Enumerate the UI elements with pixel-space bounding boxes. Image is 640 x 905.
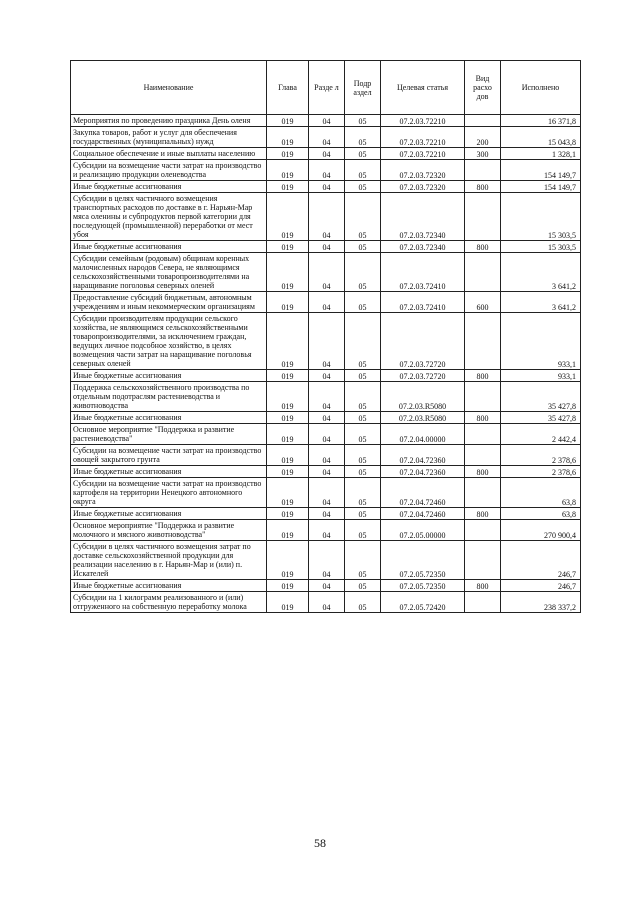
row-expense-type-cell: 800 (465, 466, 501, 478)
row-chapter-cell: 019 (267, 292, 309, 313)
row-executed-cell: 246,7 (501, 541, 581, 580)
row-chapter-cell: 019 (267, 127, 309, 148)
row-name-cell: Иные бюджетные ассигнования (71, 412, 267, 424)
row-target-cell: 07.2.03.72720 (381, 370, 465, 382)
header-expense-type: Вид расхо дов (465, 61, 501, 115)
row-chapter-cell: 019 (267, 193, 309, 241)
row-executed-cell: 238 337,2 (501, 592, 581, 613)
row-expense-type-cell: 800 (465, 370, 501, 382)
row-executed-cell: 63,8 (501, 478, 581, 508)
row-target-cell: 07.2.03.72720 (381, 313, 465, 370)
table-row (71, 520, 581, 541)
row-executed-cell: 15 303,5 (501, 193, 581, 241)
row-expense-type-cell (465, 313, 501, 370)
row-subsection-cell: 05 (345, 382, 381, 412)
row-executed-cell: 246,7 (501, 580, 581, 592)
table-header-row (71, 61, 581, 115)
table-row (71, 412, 581, 424)
row-executed-cell: 1 328,1 (501, 148, 581, 160)
row-name-cell: Субсидии на возмещение части затрат на производство и реализацию продукции оленеводства (71, 160, 267, 181)
row-chapter-cell: 019 (267, 313, 309, 370)
table-row (71, 370, 581, 382)
row-subsection-cell: 05 (345, 253, 381, 292)
table-row (71, 541, 581, 580)
row-subsection-cell: 05 (345, 412, 381, 424)
table-row (71, 115, 581, 127)
row-expense-type-cell: 600 (465, 292, 501, 313)
table-row (71, 478, 581, 508)
row-chapter-cell: 019 (267, 424, 309, 445)
row-expense-type-cell: 300 (465, 148, 501, 160)
row-expense-type-cell: 800 (465, 508, 501, 520)
budget-table (70, 60, 581, 613)
header-subsection: Подр аздел (345, 61, 381, 115)
row-name-cell: Субсидии в целях частичного возмещения транспортных расходов по доставке в г. Нарьян-Мар мяса оленины и субпродуктов первой категории для последующей (промышленной) переработки от мест убоя (71, 193, 267, 241)
row-chapter-cell: 019 (267, 181, 309, 193)
header-executed: Исполнено (501, 61, 581, 115)
row-section-cell: 04 (309, 592, 345, 613)
table-row (71, 580, 581, 592)
row-target-cell: 07.2.05.72350 (381, 580, 465, 592)
row-subsection-cell: 05 (345, 580, 381, 592)
row-chapter-cell: 019 (267, 382, 309, 412)
row-section-cell: 04 (309, 445, 345, 466)
header-name: Наименование (71, 61, 267, 115)
row-section-cell: 04 (309, 127, 345, 148)
row-subsection-cell: 05 (345, 466, 381, 478)
row-executed-cell: 15 303,5 (501, 241, 581, 253)
row-executed-cell: 3 641,2 (501, 253, 581, 292)
row-expense-type-cell (465, 115, 501, 127)
table-row (71, 313, 581, 370)
row-executed-cell: 15 043,8 (501, 127, 581, 148)
row-executed-cell: 16 371,8 (501, 115, 581, 127)
row-executed-cell: 933,1 (501, 370, 581, 382)
row-subsection-cell: 05 (345, 181, 381, 193)
row-target-cell: 07.2.05.72420 (381, 592, 465, 613)
row-executed-cell: 35 427,8 (501, 382, 581, 412)
page-number: 58 (314, 836, 326, 850)
row-target-cell: 07.2.05.72350 (381, 541, 465, 580)
row-subsection-cell: 05 (345, 508, 381, 520)
row-expense-type-cell: 200 (465, 127, 501, 148)
row-section-cell: 04 (309, 370, 345, 382)
table-row (71, 253, 581, 292)
row-target-cell: 07.2.03.72320 (381, 160, 465, 181)
row-target-cell: 07.2.03.72320 (381, 181, 465, 193)
row-target-cell: 07.2.04.00000 (381, 424, 465, 445)
row-expense-type-cell (465, 520, 501, 541)
row-section-cell: 04 (309, 115, 345, 127)
row-expense-type-cell (465, 160, 501, 181)
row-section-cell: 04 (309, 292, 345, 313)
row-subsection-cell: 05 (345, 148, 381, 160)
row-name-cell: Основное мероприятие "Поддержка и развитие молочного и мясного животноводства" (71, 520, 267, 541)
row-target-cell: 07.2.03.R5080 (381, 412, 465, 424)
row-subsection-cell: 05 (345, 478, 381, 508)
row-executed-cell: 63,8 (501, 508, 581, 520)
row-name-cell: Субсидии производителям продукции сельского хозяйства, не являющимся сельскохозяйственными товаропроизводителями, за исключением граждан, ведущих личное подсобное хозяйство, в целях возмещения части затрат на наращивание поголовья северных оленей (71, 313, 267, 370)
row-section-cell: 04 (309, 541, 345, 580)
row-name-cell: Субсидии в целях частичного возмещения затрат по доставке сельскохозяйственной продукции для реализации населению в г. Нарьян-Мар и (или) п. Искателей (71, 541, 267, 580)
header-section: Разде л (309, 61, 345, 115)
row-executed-cell: 933,1 (501, 313, 581, 370)
row-subsection-cell: 05 (345, 520, 381, 541)
row-target-cell: 07.2.04.72460 (381, 508, 465, 520)
header-chapter: Глава (267, 61, 309, 115)
budget-table-sheet (70, 60, 580, 613)
row-name-cell: Иные бюджетные ассигнования (71, 580, 267, 592)
row-subsection-cell: 05 (345, 127, 381, 148)
row-executed-cell: 35 427,8 (501, 412, 581, 424)
row-expense-type-cell (465, 253, 501, 292)
row-subsection-cell: 05 (345, 160, 381, 181)
row-section-cell: 04 (309, 181, 345, 193)
row-subsection-cell: 05 (345, 313, 381, 370)
row-expense-type-cell (465, 382, 501, 412)
row-section-cell: 04 (309, 148, 345, 160)
row-chapter-cell: 019 (267, 466, 309, 478)
row-section-cell: 04 (309, 424, 345, 445)
row-executed-cell: 2 378,6 (501, 466, 581, 478)
row-name-cell: Социальное обеспечение и иные выплаты населению (71, 148, 267, 160)
row-name-cell: Поддержка сельскохозяйственного производства по отдельным подотраслям растениеводства и животноводства (71, 382, 267, 412)
row-chapter-cell: 019 (267, 478, 309, 508)
row-section-cell: 04 (309, 508, 345, 520)
row-target-cell: 07.2.03.R5080 (381, 382, 465, 412)
table-row (71, 181, 581, 193)
table-row (71, 424, 581, 445)
row-target-cell: 07.2.03.72340 (381, 193, 465, 241)
row-expense-type-cell: 800 (465, 412, 501, 424)
row-name-cell: Субсидии на 1 килограмм реализованного и (или) отгруженного на собственную переработку молока (71, 592, 267, 613)
row-target-cell: 07.2.04.72460 (381, 478, 465, 508)
row-chapter-cell: 019 (267, 412, 309, 424)
row-target-cell: 07.2.03.72210 (381, 127, 465, 148)
row-target-cell: 07.2.03.72410 (381, 253, 465, 292)
row-subsection-cell: 05 (345, 370, 381, 382)
row-target-cell: 07.2.03.72210 (381, 148, 465, 160)
row-chapter-cell: 019 (267, 241, 309, 253)
row-section-cell: 04 (309, 382, 345, 412)
row-name-cell: Иные бюджетные ассигнования (71, 508, 267, 520)
row-expense-type-cell (465, 193, 501, 241)
row-expense-type-cell (465, 424, 501, 445)
row-target-cell: 07.2.03.72410 (381, 292, 465, 313)
row-executed-cell: 154 149,7 (501, 160, 581, 181)
row-section-cell: 04 (309, 520, 345, 541)
row-expense-type-cell (465, 478, 501, 508)
row-name-cell: Иные бюджетные ассигнования (71, 466, 267, 478)
row-subsection-cell: 05 (345, 541, 381, 580)
row-target-cell: 07.2.03.72340 (381, 241, 465, 253)
row-chapter-cell: 019 (267, 370, 309, 382)
row-name-cell: Субсидии семейным (родовым) общинам коренных малочисленных народов Севера, не являющимся сельскохозяйственными товаропроизводителями на наращивание поголовья северных оленей (71, 253, 267, 292)
row-executed-cell: 2 442,4 (501, 424, 581, 445)
row-subsection-cell: 05 (345, 592, 381, 613)
table-row (71, 127, 581, 148)
row-name-cell: Мероприятия по проведению праздника День оленя (71, 115, 267, 127)
row-subsection-cell: 05 (345, 193, 381, 241)
row-chapter-cell: 019 (267, 520, 309, 541)
table-row (71, 466, 581, 478)
row-expense-type-cell: 800 (465, 580, 501, 592)
table-row (71, 241, 581, 253)
row-chapter-cell: 019 (267, 580, 309, 592)
table-row (71, 382, 581, 412)
row-subsection-cell: 05 (345, 115, 381, 127)
row-chapter-cell: 019 (267, 541, 309, 580)
row-name-cell: Иные бюджетные ассигнования (71, 181, 267, 193)
table-row (71, 508, 581, 520)
row-target-cell: 07.2.05.00000 (381, 520, 465, 541)
row-expense-type-cell (465, 445, 501, 466)
row-chapter-cell: 019 (267, 592, 309, 613)
row-executed-cell: 3 641,2 (501, 292, 581, 313)
row-target-cell: 07.2.03.72210 (381, 115, 465, 127)
row-section-cell: 04 (309, 241, 345, 253)
row-expense-type-cell (465, 541, 501, 580)
row-chapter-cell: 019 (267, 445, 309, 466)
header-target-article: Целевая статья (381, 61, 465, 115)
row-section-cell: 04 (309, 580, 345, 592)
row-chapter-cell: 019 (267, 115, 309, 127)
row-section-cell: 04 (309, 478, 345, 508)
row-expense-type-cell: 800 (465, 241, 501, 253)
table-row (71, 148, 581, 160)
row-chapter-cell: 019 (267, 160, 309, 181)
row-section-cell: 04 (309, 193, 345, 241)
row-name-cell: Закупка товаров, работ и услуг для обеспечения государственных (муниципальных) нужд (71, 127, 267, 148)
row-chapter-cell: 019 (267, 253, 309, 292)
row-name-cell: Иные бюджетные ассигнования (71, 370, 267, 382)
table-row (71, 445, 581, 466)
row-name-cell: Основное мероприятие "Поддержка и развитие растениеводства" (71, 424, 267, 445)
row-name-cell: Субсидии на возмещение части затрат на производство картофеля на территории Ненецкого автономного округа (71, 478, 267, 508)
row-expense-type-cell (465, 592, 501, 613)
row-subsection-cell: 05 (345, 445, 381, 466)
row-executed-cell: 154 149,7 (501, 181, 581, 193)
table-row (71, 193, 581, 241)
row-subsection-cell: 05 (345, 241, 381, 253)
row-executed-cell: 270 900,4 (501, 520, 581, 541)
row-target-cell: 07.2.04.72360 (381, 466, 465, 478)
row-section-cell: 04 (309, 313, 345, 370)
row-section-cell: 04 (309, 160, 345, 181)
row-section-cell: 04 (309, 466, 345, 478)
row-name-cell: Предоставление субсидий бюджетным, автономным учреждениям и иным некоммерческим организациям (71, 292, 267, 313)
row-chapter-cell: 019 (267, 508, 309, 520)
row-chapter-cell: 019 (267, 148, 309, 160)
row-subsection-cell: 05 (345, 424, 381, 445)
row-target-cell: 07.2.04.72360 (381, 445, 465, 466)
row-subsection-cell: 05 (345, 292, 381, 313)
row-name-cell: Субсидии на возмещение части затрат на производство овощей закрытого грунта (71, 445, 267, 466)
row-section-cell: 04 (309, 412, 345, 424)
table-row (71, 592, 581, 613)
table-row (71, 160, 581, 181)
table-row (71, 292, 581, 313)
row-executed-cell: 2 378,6 (501, 445, 581, 466)
row-expense-type-cell: 800 (465, 181, 501, 193)
row-section-cell: 04 (309, 253, 345, 292)
row-name-cell: Иные бюджетные ассигнования (71, 241, 267, 253)
table-body (71, 115, 581, 613)
